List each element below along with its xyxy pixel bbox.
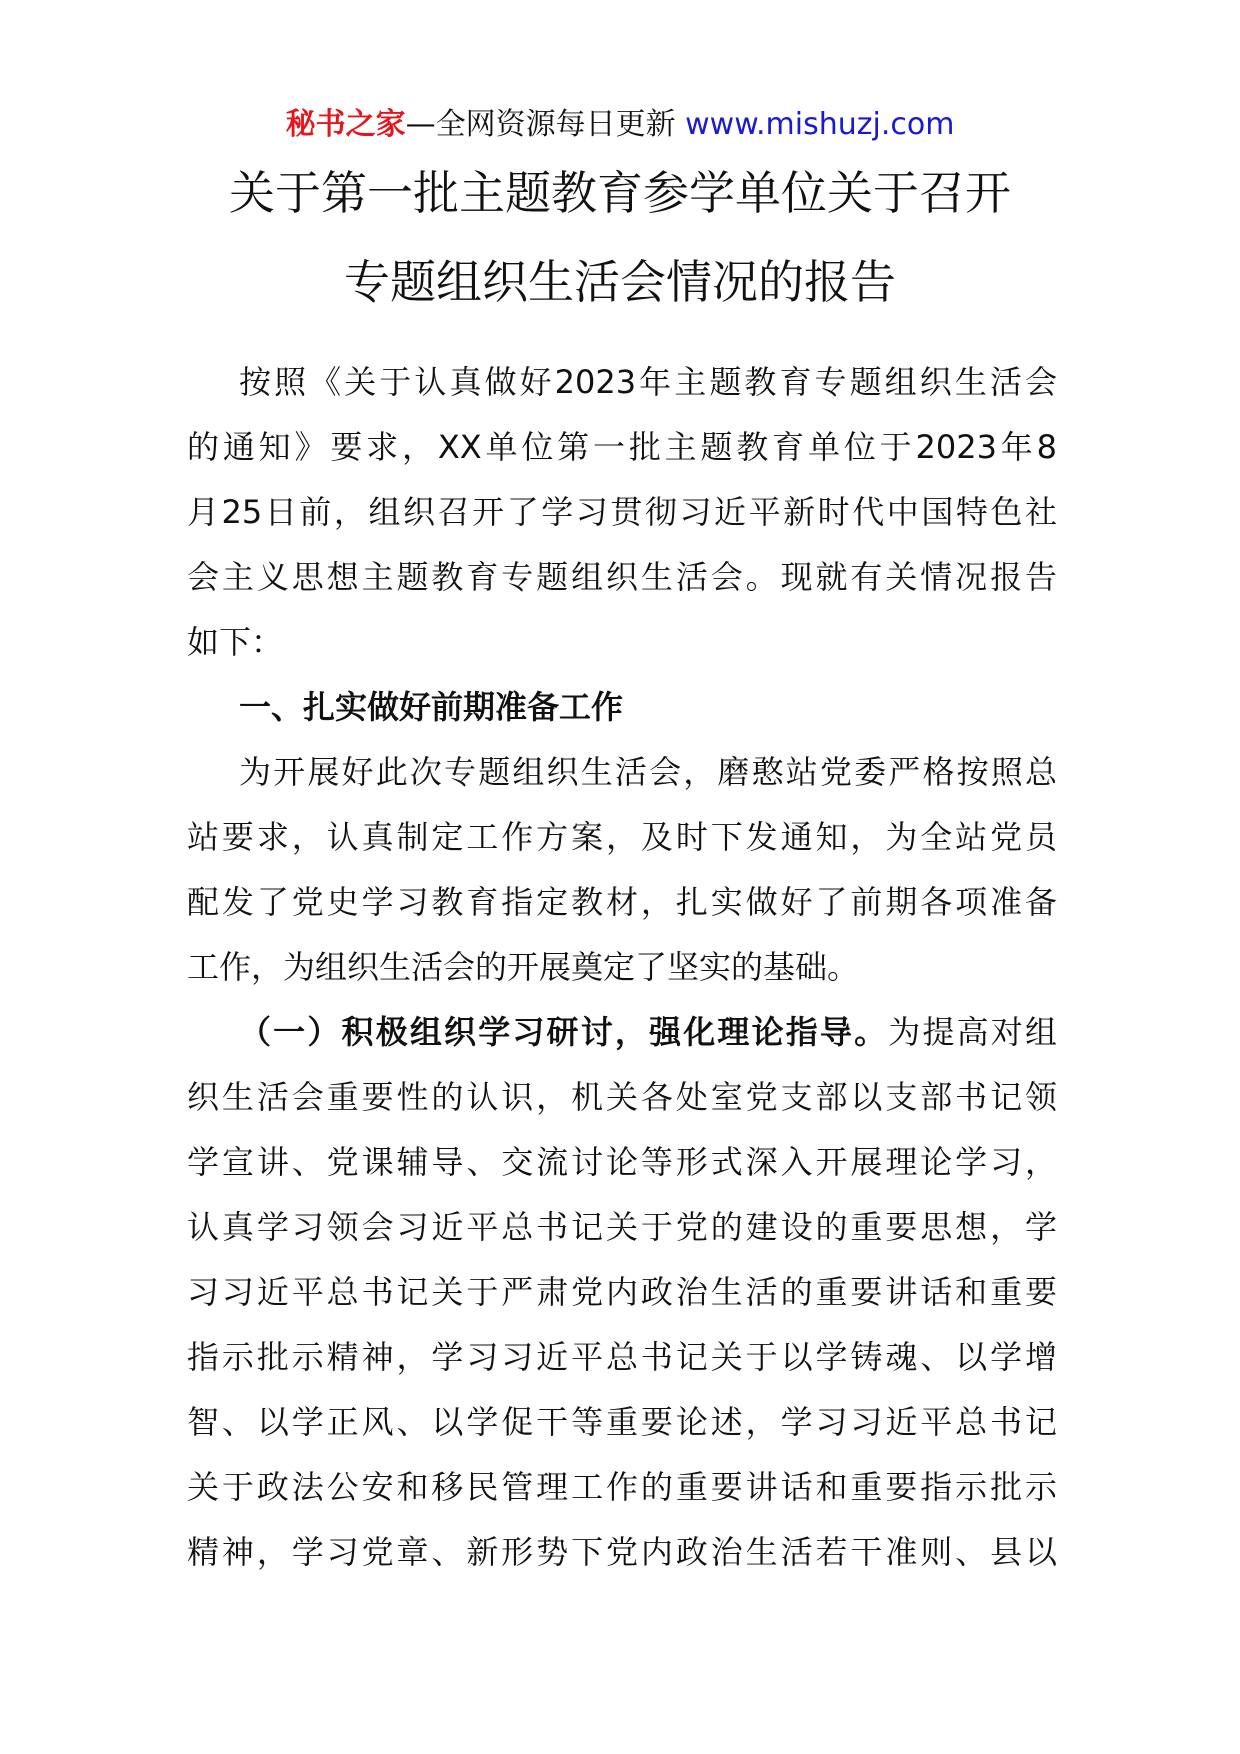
header-slogan: —全网资源每日更新 <box>405 107 676 142</box>
section-heading: 一、扎实做好前期准备工作 <box>239 688 624 726</box>
subsection-text: 为提高对组 <box>888 1013 1057 1051</box>
paragraph-line: 学宣讲、党课辅导、交流讨论等形式深入开展理论学习， <box>187 1143 1057 1181</box>
paragraph-line: 会主义思想主题教育专题组织生活会。现就有关情况报告 <box>187 558 1057 596</box>
document-body <box>187 350 1057 1585</box>
document-title-line-2: 专题组织生活会情况的报告 <box>344 255 896 309</box>
paragraph-line: 智、以学正风、以学促干等重要论述，学习习近平总书记 <box>187 1403 1057 1441</box>
paragraph-line: 认真学习领会习近平总书记关于党的建设的重要思想，学 <box>187 1208 1057 1246</box>
document-title-line-1: 关于第一批主题教育参学单位关于召开 <box>229 166 1011 220</box>
paragraph-line: 按照《关于认真做好2023年主题教育专题组织生活会 <box>239 363 1057 401</box>
subsection-line <box>187 1000 1057 1065</box>
site-url-link[interactable]: www.mishuzj.com <box>685 107 955 142</box>
paragraph-line: 的通知》要求，XX单位第一批主题教育单位于2023年8 <box>187 428 1057 466</box>
paragraph-line: 站要求，认真制定工作方案，及时下发通知，为全站党员 <box>187 818 1057 856</box>
site-header <box>0 100 1240 150</box>
subsection-heading: （一）积极组织学习研讨，强化理论指导。 <box>239 1013 889 1051</box>
paragraph-line: 工作，为组织生活会的开展奠定了坚实的基础。 <box>187 948 860 986</box>
paragraph-line: 配发了党史学习教育指定教材，扎实做好了前期各项准备 <box>187 883 1057 921</box>
paragraph-line: 精神，学习党章、新形势下党内政治生活若干准则、县以 <box>187 1533 1057 1571</box>
paragraph-line: 为开展好此次专题组织生活会，磨憨站党委严格按照总 <box>239 753 1057 791</box>
paragraph-line: 指示批示精神，学习习近平总书记关于以学铸魂、以学增 <box>187 1338 1057 1376</box>
paragraph-line: 习习近平总书记关于严肃党内政治生活的重要讲话和重要 <box>187 1273 1057 1311</box>
paragraph-line: 关于政法公安和移民管理工作的重要讲话和重要指示批示 <box>187 1468 1057 1506</box>
paragraph-line: 月25日前，组织召开了学习贯彻习近平新时代中国特色社 <box>187 493 1057 531</box>
paragraph-line: 如下： <box>187 623 284 661</box>
brand-name: 秘书之家 <box>285 107 406 142</box>
paragraph-line: 织生活会重要性的认识，机关各处室党支部以支部书记领 <box>187 1078 1057 1116</box>
